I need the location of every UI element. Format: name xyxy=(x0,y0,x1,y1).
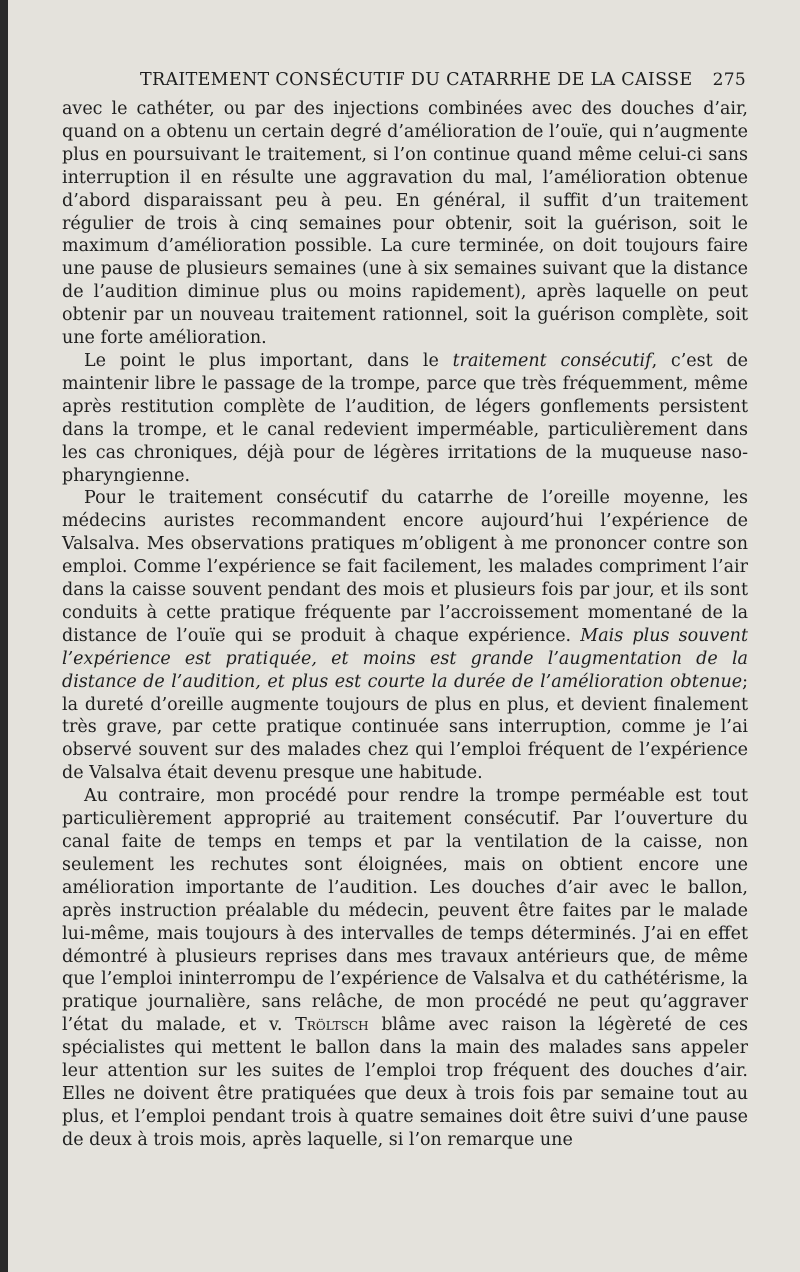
author-name: Tröltsch xyxy=(295,1015,369,1036)
running-title: TRAITEMENT CONSÉCUTIF DU CATARRHE DE LA CAISSE xyxy=(140,70,693,90)
italic-text: Mais plus souvent l’expérience est pratiquée, et moins est grande l’augmentation de la distance de l’audition, et plus est courte la durée de l’amélioration obtenue xyxy=(62,625,748,692)
text-run: Le point le plus important, dans le xyxy=(84,350,453,371)
text-run: Pour le traitement consécutif du catarrhe de l’oreille moyenne, les médecins auristes recommandent encore aujourd’hui l’expérience de Valsalva. Mes observations pratiques m’obligent à me prononcer contre son emploi. Comme l’expérience se fait facilement, les malades compriment l’air dans la caisse souvent pendant des mois et plusieurs fois par jour, et ils sont conduits à cette pratique fréquente par l’accroissement momentané de la distance de l’ouïe qui se produit à chaque expérience. xyxy=(62,488,748,646)
paragraph xyxy=(62,98,748,350)
page-number: 275 xyxy=(712,70,746,90)
text-run: Au contraire, mon procédé pour rendre la trompe perméable est tout particulièrement approprié au traitement consécutif. Par l’ouverture du canal faite de temps en temps et par la ventilation de la caisse, non seulement les rechutes sont éloignées, mais on obtient encore une amélioration importante de l’audition. Les douches d’air avec le ballon, après instruction préalable du médecin, peuvent être faites par le malade lui-même, mais toujours à des intervalles de temps déterminés. J’ai en effet démontré à plusieurs reprises dans mes travaux antérieurs que, de même que l’emploi ininterrompu de l’expérience de Valsalva et du cathétérisme, la pratique journalière, sans relâche, de mon procédé ne peut qu’aggraver l’état du malade, et v. xyxy=(62,786,748,1036)
paragraph xyxy=(62,350,748,487)
paragraph xyxy=(62,487,748,785)
book-page xyxy=(8,0,800,1272)
text-run: , c’est de maintenir libre le passage de la trompe, parce que très fréquemment, même après restitution complète de l’audition, de légers gonflements persistent dans la trompe, et le canal redevient imperméable, particulièrement dans les cas chroniques, déjà pour de légères irritations de la muqueuse naso-pharyngienne. xyxy=(62,350,749,486)
text-run: blâme avec raison la légèreté de ces spécialistes qui mettent le ballon dans la main des malades sans appeler leur attention sur les suites de l’emploi trop fréquent des douches d’air. Elles ne doivent être pratiquées que deux à trois fois par semaine tout au plus, et l’emploi pendant trois à quatre semaines doit être suivi d’une pause de deux à trois mois, après laquelle, si l’on remarque une xyxy=(62,1015,748,1150)
paragraph xyxy=(62,785,748,1152)
italic-text: traitement consécutif xyxy=(452,350,652,371)
page-content xyxy=(62,62,748,1152)
body-text xyxy=(62,98,748,1152)
text-run: ; la dureté d’oreille augmente toujours de plus en plus, et devient finalement très grave, par cette pratique continuée sans interruption, comme je l’ai observé souvent sur des malades chez qui l’emploi fréquent de l’expérience de Valsalva était devenu presque une habitude. xyxy=(62,671,748,784)
text-run: avec le cathéter, ou par des injections combinées avec des douches d’air, quand on a obtenu un certain degré d’amélioration de l’ouïe, qui n’augmente plus en poursuivant le traitement, si l’on continue quand même celui-ci sans interruption il en résulte une aggravation du mal, l’amélioration obtenue d’abord disparaissant peu à peu. En général, il suffit d’un traitement régulier de trois à cinq semaines pour obtenir, soit la guérison, soit le maximum d’amélioration possible. La cure terminée, on doit toujours faire une pause de plusieurs semaines (une à six semaines suivant que la distance de l’audition diminue plus ou moins rapidement), après laquelle on peut obtenir par un nouveau traitement rationnel, soit la guérison complète, soit une forte amélioration. xyxy=(62,99,748,349)
running-header xyxy=(62,62,748,98)
